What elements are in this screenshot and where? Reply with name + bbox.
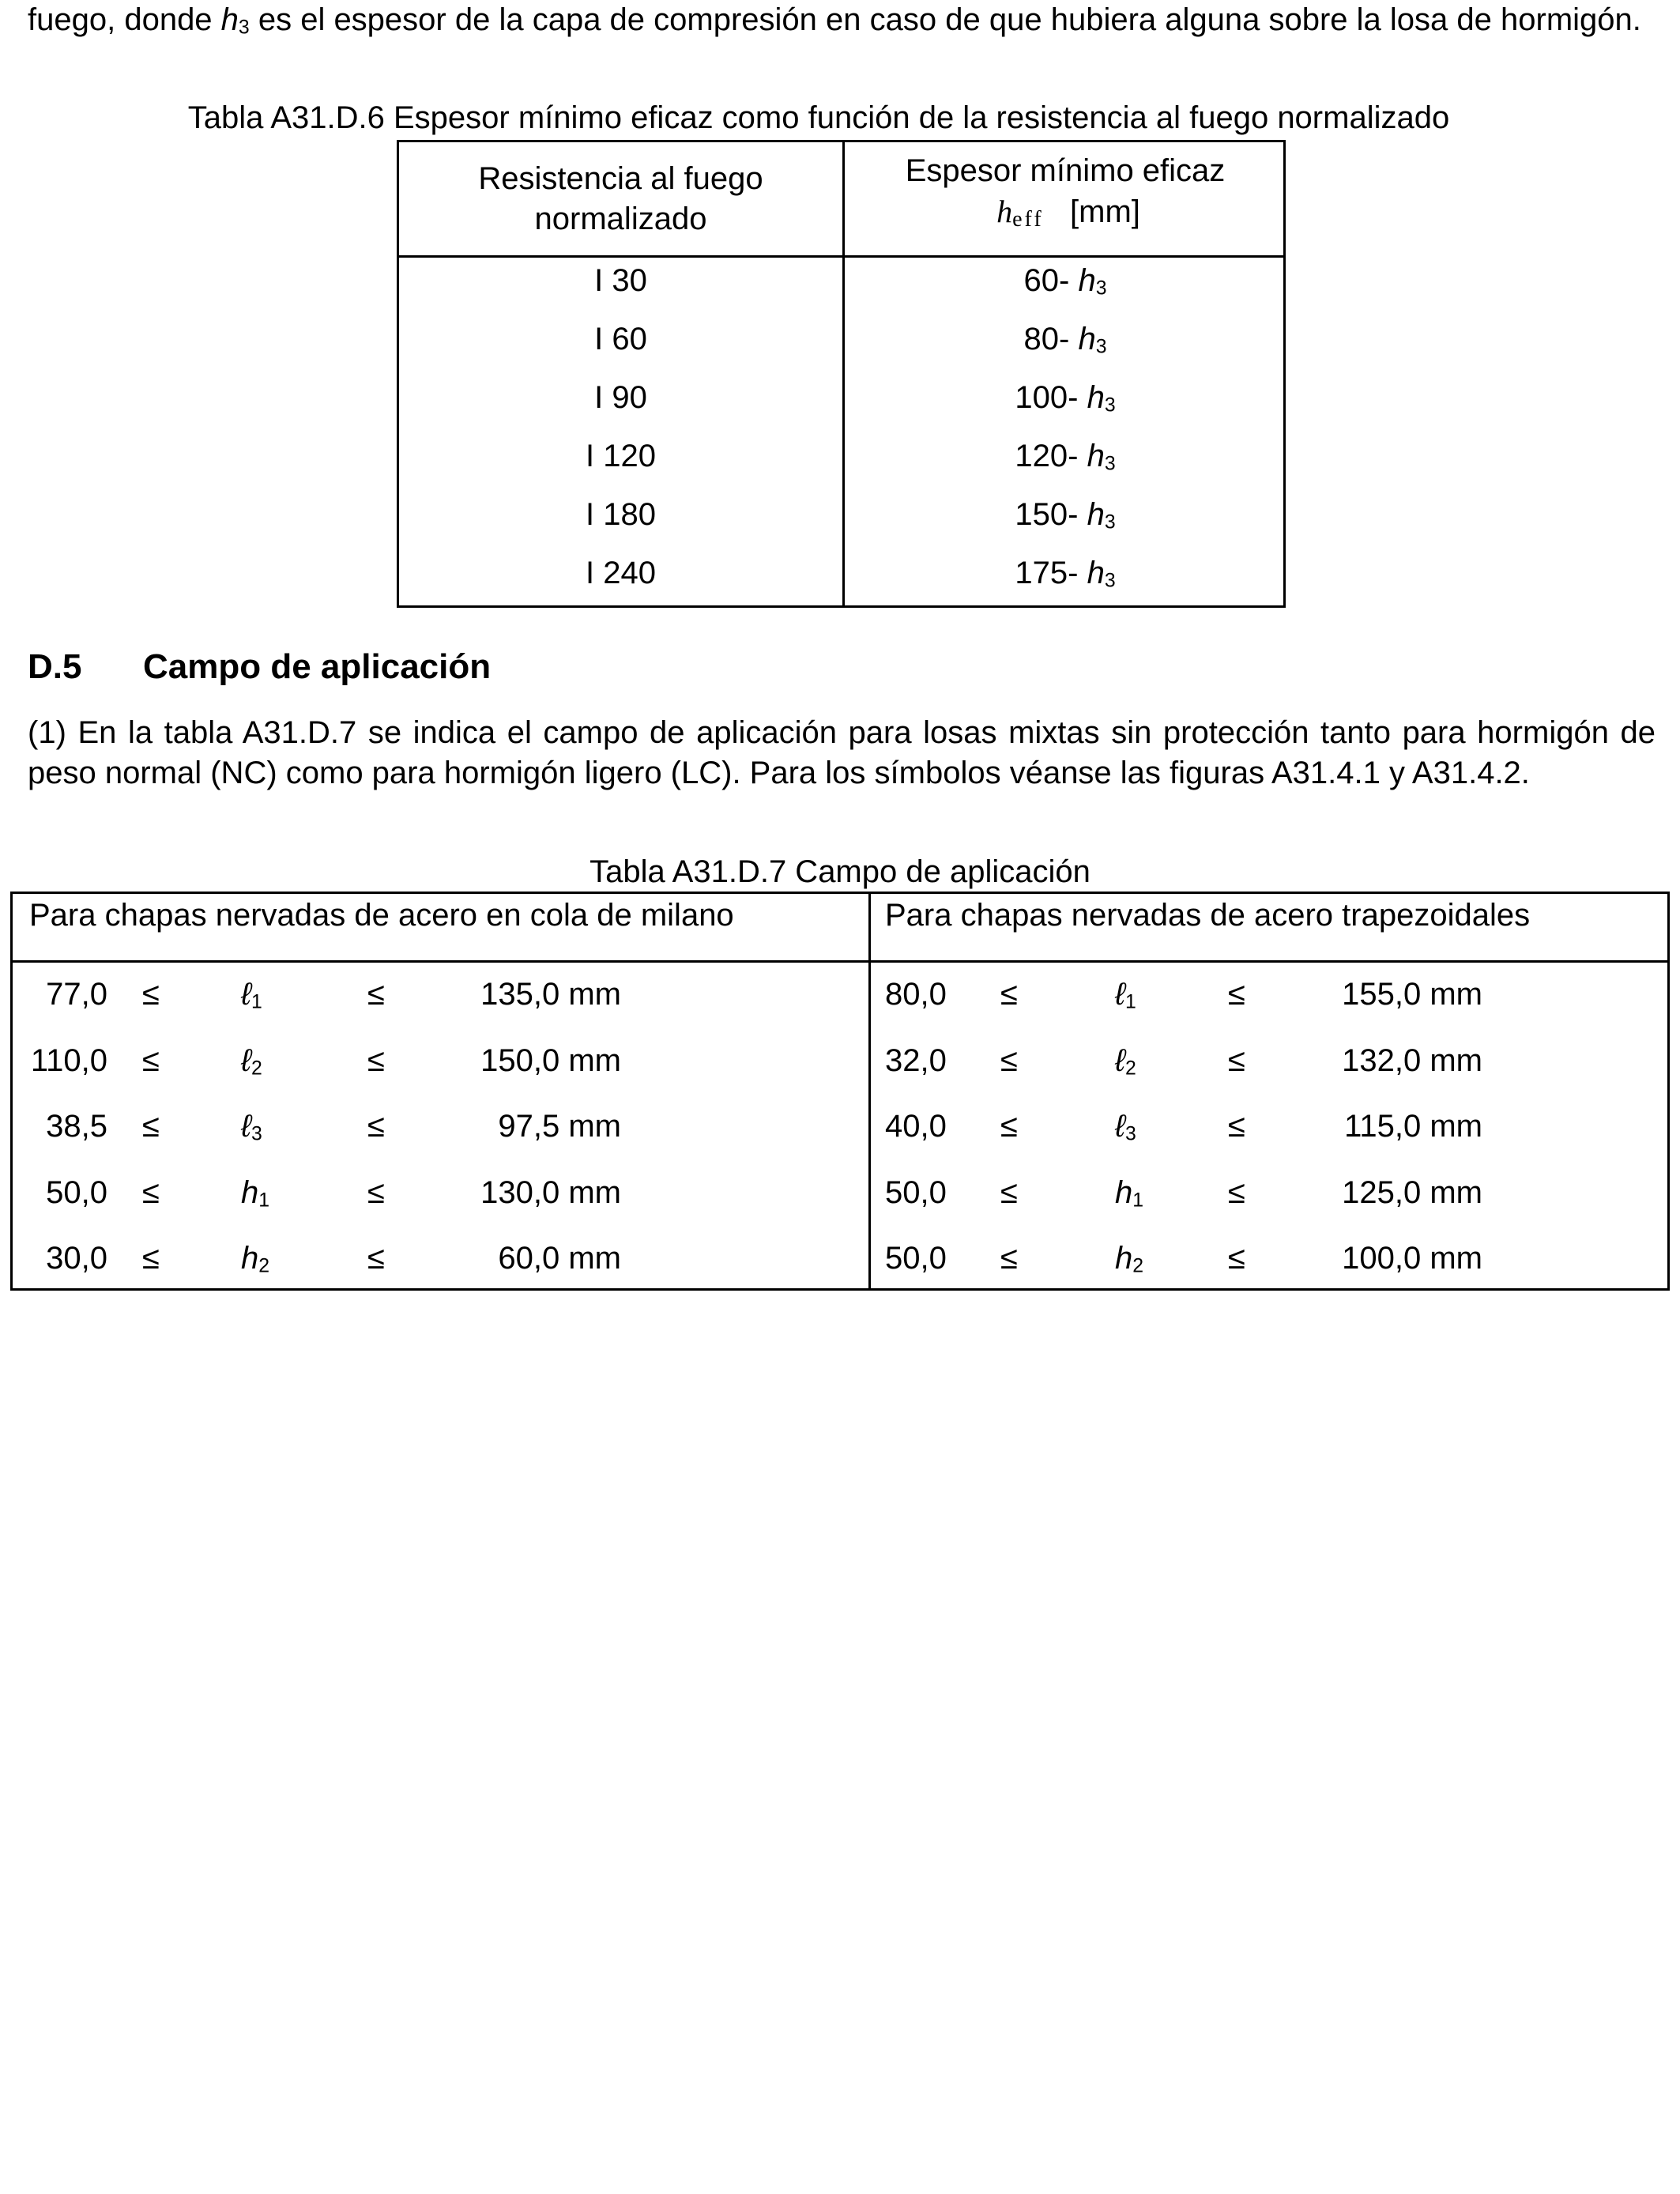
table7-trapezoidal-op-upper: ≤ (1228, 1042, 1245, 1078)
table7-trapezoidal-op-lower: ≤ (1000, 1109, 1018, 1144)
table6-cell-thickness: 150- $h_3$ (1015, 497, 1116, 533)
table7-trapezoidal-op-upper: ≤ (1228, 1174, 1245, 1210)
table7-trapezoidal-min: 40,0 (885, 1109, 947, 1144)
table7-dovetail-op-upper: ≤ (367, 1174, 385, 1210)
table7-dovetail-op-lower: ≤ (142, 1109, 160, 1144)
table7-dovetail-symbol: ℓ$_2$ (241, 1042, 262, 1079)
table7-row (13, 1106, 1667, 1172)
table7-row (13, 1041, 1667, 1106)
table6-cell-resistance: I 30 (594, 263, 647, 298)
table6-cell-thickness: 60- $h_3$ (1023, 263, 1107, 300)
table7-dovetail-min: 30,0 (46, 1241, 107, 1276)
table7-trapezoidal-min: 50,0 (885, 1174, 947, 1210)
table6 (397, 140, 1286, 608)
table6-cell-thickness: 80- $h_3$ (1023, 322, 1107, 358)
table7-dovetail-op-lower: ≤ (142, 1241, 160, 1276)
section-title: Campo de aplicación (143, 647, 492, 686)
table7-dovetail-op-lower: ≤ (142, 1174, 160, 1210)
table6-cell-thickness: 120- $h_3$ (1015, 439, 1116, 475)
table6-header-col1-line2: normalizado (534, 202, 707, 236)
table6-header-col1-line1: Resistencia al fuego (478, 161, 763, 196)
table7-dovetail-max: 60,0 mm (498, 1241, 621, 1276)
intro-var: h (220, 2, 239, 37)
table7-trapezoidal-symbol: $h_2$ (1115, 1241, 1144, 1277)
section-number: D.5 (28, 647, 82, 686)
table6-cell-resistance: I 120 (586, 439, 656, 473)
table7-dovetail-op-upper: ≤ (367, 977, 385, 1012)
table6-header-col2-line1: Espesor mínimo eficaz (905, 153, 1226, 188)
section-heading (28, 645, 491, 689)
table7-trapezoidal-max: 115,0 mm (1344, 1109, 1482, 1144)
table7-trapezoidal-min: 32,0 (885, 1042, 947, 1078)
table6-row (399, 436, 1283, 495)
table7-trapezoidal-symbol: ℓ$_1$ (1115, 977, 1136, 1013)
table6-cell-resistance: I 60 (594, 322, 647, 356)
table7-dovetail-symbol: ℓ$_3$ (241, 1109, 262, 1145)
table7-dovetail-max: 130,0 mm (480, 1174, 621, 1210)
table7-trapezoidal-op-lower: ≤ (1000, 1174, 1018, 1210)
table7-header-trapezoidal: Para chapas nervadas de acero trapezoidales (885, 898, 1531, 933)
table6-header-resistance (399, 159, 842, 239)
table6-row (399, 319, 1283, 378)
table6-caption-text: Tabla A31.D.6 Espesor mínimo eficaz como función de la resistencia al fuego normalizado (187, 100, 1450, 135)
table7-trapezoidal-symbol: ℓ$_2$ (1115, 1042, 1136, 1079)
table6-cell-resistance: I 240 (586, 556, 656, 590)
table6-caption (0, 98, 1680, 138)
table7-dovetail-symbol: $h_1$ (241, 1174, 270, 1211)
table7-dovetail-op-upper: ≤ (367, 1042, 385, 1078)
table7-dovetail-min: 110,0 (30, 1042, 107, 1078)
table7-trapezoidal-op-lower: ≤ (1000, 1241, 1018, 1276)
table7-header-divider (13, 960, 1667, 963)
intro-paragraph (28, 0, 1656, 40)
table7-trapezoidal-min: 50,0 (885, 1241, 947, 1276)
table7-trapezoidal-op-lower: ≤ (1000, 1042, 1018, 1078)
table6-row (399, 378, 1283, 436)
section-paragraph: (1) En la tabla A31.D.7 se indica el campo de aplicación para losas mixtas sin protección tanto para hormigón de peso normal (NC) como para hormigón ligero (LC). Para los símbolos véanse las figuras A31.4.1 y A31.4.2. (28, 715, 1656, 790)
table7-header-dovetail: Para chapas nervadas de acero en cola de milano (29, 898, 734, 933)
table7-dovetail-symbol: $h_2$ (241, 1241, 270, 1277)
intro-text-after: es el espesor de la capa de compresión en caso de que hubiera alguna sobre la losa de hormigón. (249, 2, 1641, 37)
table7-trapezoidal-symbol: $h_1$ (1115, 1174, 1144, 1211)
table7-dovetail-symbol: ℓ$_1$ (241, 977, 262, 1013)
table6-row (399, 495, 1283, 553)
intro-var-sub: 3 (238, 17, 250, 39)
table7-dovetail-min: 38,5 (46, 1109, 107, 1144)
table6-cell-thickness: 175- $h_3$ (1015, 556, 1116, 592)
table7-dovetail-min: 50,0 (46, 1174, 107, 1210)
table7-trapezoidal-op-lower: ≤ (1000, 977, 1018, 1012)
table7-trapezoidal-min: 80,0 (885, 977, 947, 1012)
table6-cell-thickness: 100- $h_3$ (1015, 380, 1116, 417)
table6-header-divider (399, 255, 1283, 258)
table6-cell-resistance: I 180 (586, 497, 656, 532)
table7-dovetail-min: 77,0 (46, 977, 107, 1012)
table7-trapezoidal-max: 100,0 mm (1342, 1241, 1482, 1276)
table7-dovetail-op-upper: ≤ (367, 1241, 385, 1276)
table7-dovetail-max: 150,0 mm (480, 1042, 621, 1078)
table7-dovetail-op-upper: ≤ (367, 1109, 385, 1144)
table7-trapezoidal-max: 155,0 mm (1342, 977, 1482, 1012)
table7-trapezoidal-op-upper: ≤ (1228, 1241, 1245, 1276)
table7-trapezoidal-symbol: ℓ$_3$ (1115, 1109, 1136, 1145)
table7-row (13, 974, 1667, 1040)
table6-header-heff-symbol: $h_{eff}$ (996, 194, 1044, 232)
table6-header-thickness (845, 151, 1286, 232)
table7-dovetail-op-lower: ≤ (142, 977, 160, 1012)
table7-trapezoidal-max: 132,0 mm (1342, 1042, 1482, 1078)
table7-trapezoidal-max: 125,0 mm (1342, 1174, 1482, 1210)
table6-row (399, 261, 1283, 319)
table7-dovetail-op-lower: ≤ (142, 1042, 160, 1078)
table6-cell-resistance: I 90 (594, 380, 647, 415)
intro-text-before: fuego, donde (28, 2, 221, 37)
table7-trapezoidal-op-upper: ≤ (1228, 1109, 1245, 1144)
table7-dovetail-max: 97,5 mm (498, 1109, 621, 1144)
table7 (10, 892, 1670, 1291)
table7-trapezoidal-op-upper: ≤ (1228, 977, 1245, 1012)
table6-row (399, 553, 1283, 612)
table7-dovetail-max: 135,0 mm (480, 977, 621, 1012)
table7-caption: Tabla A31.D.7 Campo de aplicación (590, 854, 1090, 889)
table6-header-unit: [mm] (1070, 194, 1140, 229)
table7-row (13, 1238, 1667, 1304)
table7-row (13, 1173, 1667, 1238)
